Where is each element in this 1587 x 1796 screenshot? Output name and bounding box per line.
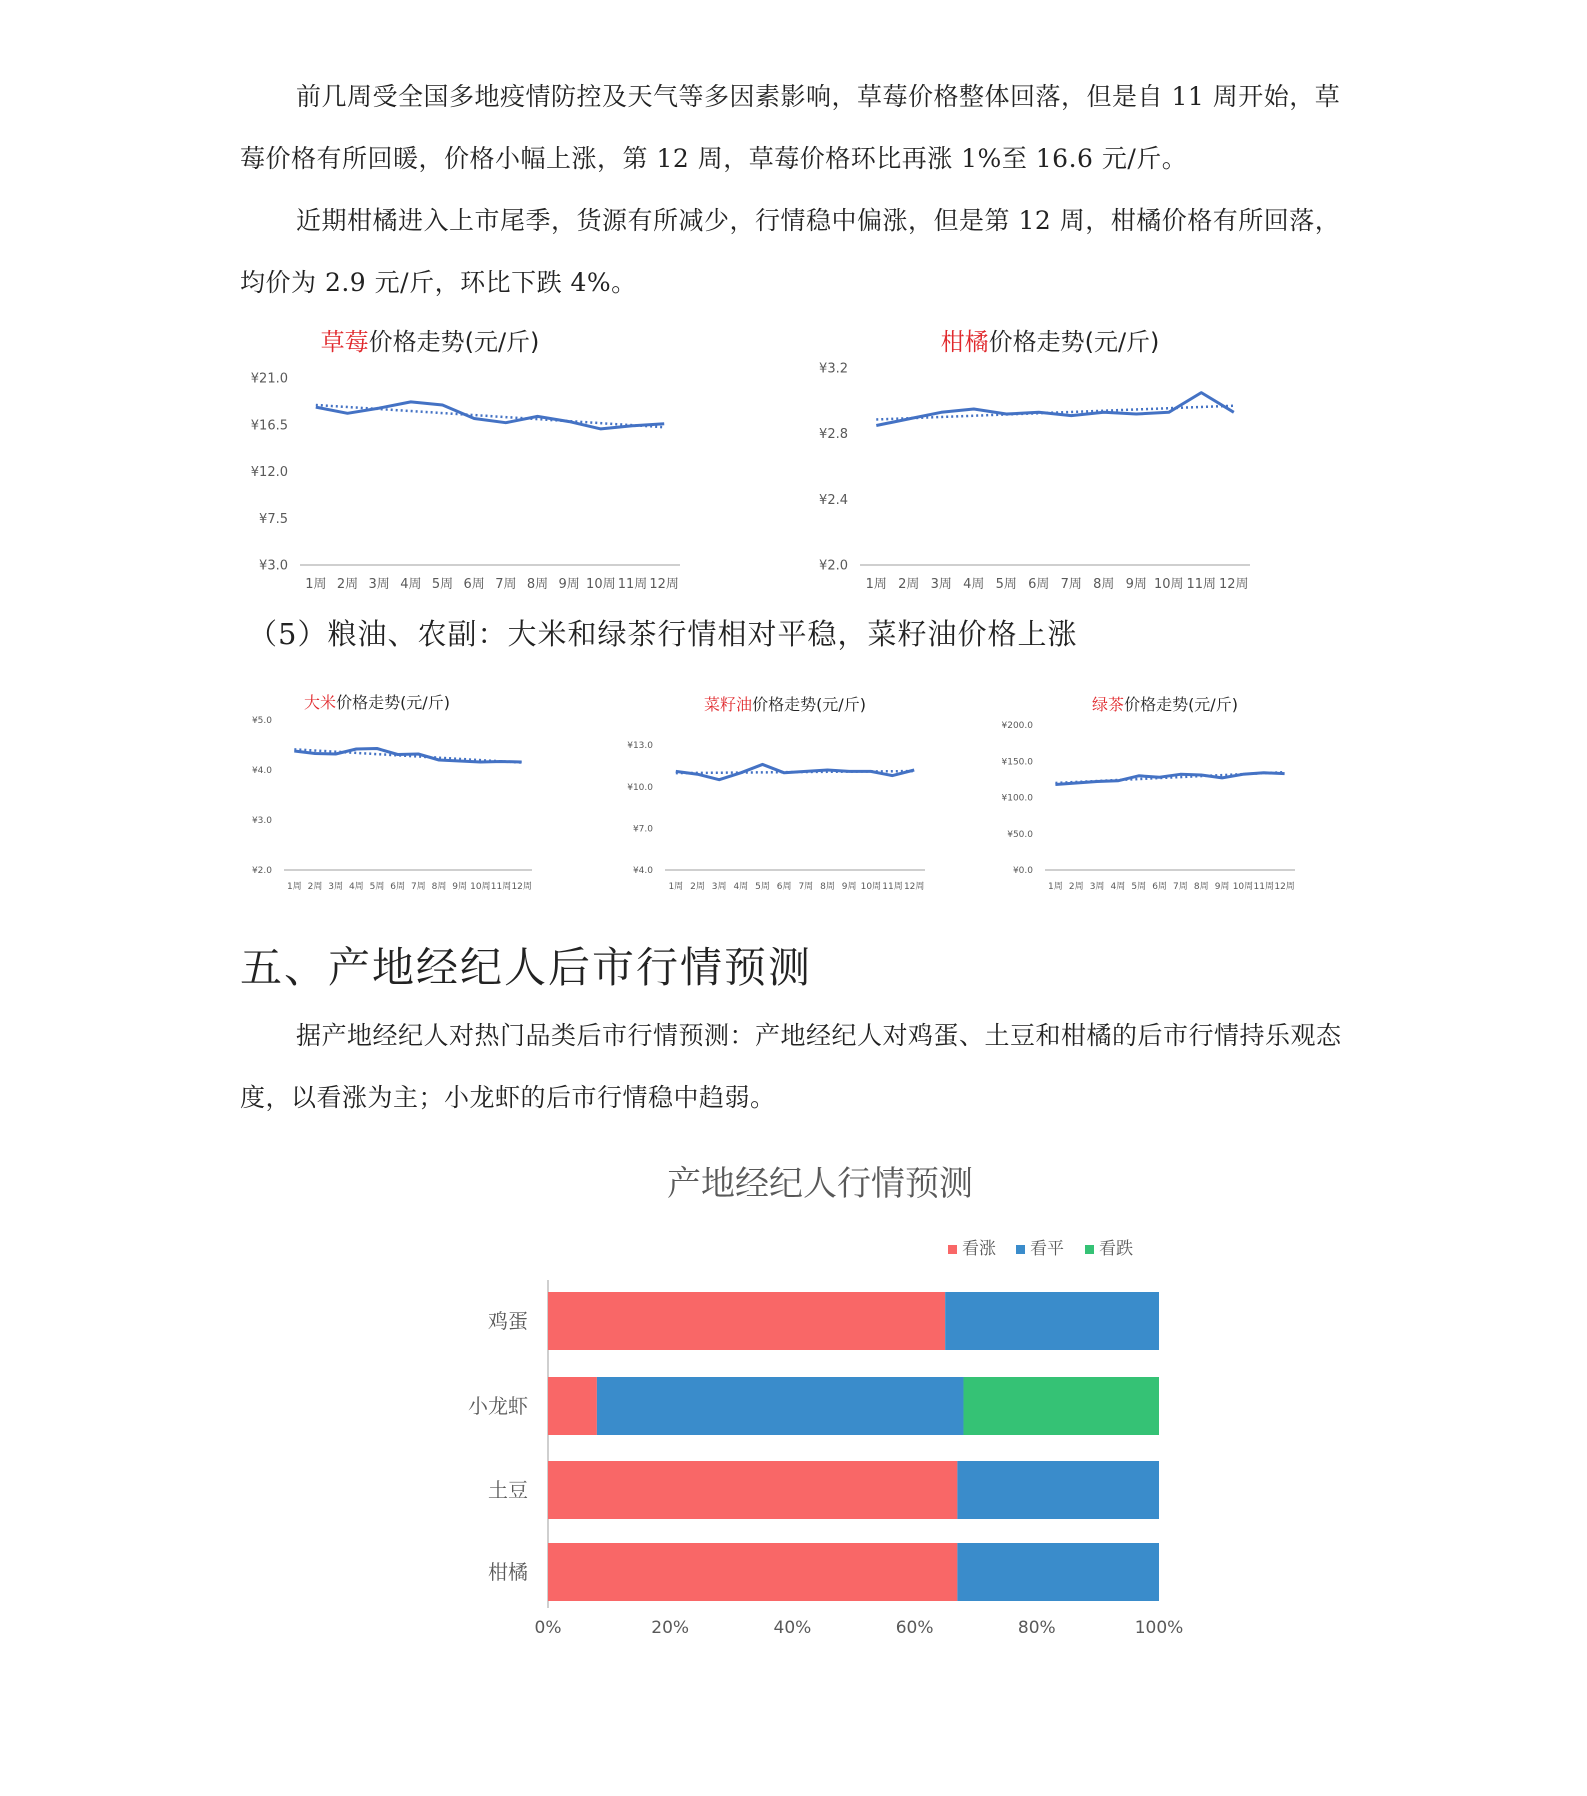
rice-price-chart <box>232 690 592 900</box>
bar-segment <box>945 1292 1159 1350</box>
price-series-line <box>294 749 521 763</box>
legend-label: 看跌 <box>1099 1239 1133 1259</box>
y-tick-label: ¥4.0 <box>632 866 653 877</box>
price-series-line <box>876 393 1234 426</box>
rapeseed-oil-price-chart <box>610 690 980 900</box>
x-tick-label: 12周 <box>511 882 532 892</box>
y-tick-label: ¥2.4 <box>819 492 848 508</box>
x-tick-label: 7周 <box>1173 882 1188 892</box>
y-tick-label: ¥50.0 <box>1007 829 1033 840</box>
x-tick-label: 5周 <box>1131 882 1147 892</box>
x-tick-label: 8周 <box>526 577 549 592</box>
y-tick-label: ¥2.8 <box>819 427 848 443</box>
y-tick-label: ¥4.0 <box>251 766 272 777</box>
x-tick-label: 10周 <box>860 882 882 892</box>
legend-swatch <box>1085 1245 1094 1254</box>
x-tick-label: 5周 <box>431 577 454 592</box>
x-tick-label: 1周 <box>865 577 887 592</box>
y-tick-label: ¥150.0 <box>1001 757 1033 768</box>
category-label: 鸡蛋 <box>488 1309 528 1333</box>
x-tick-label: 11周 <box>490 882 512 892</box>
x-tick-label: 9周 <box>558 577 580 592</box>
chart-title-highlight: 柑橘 <box>940 328 989 356</box>
x-tick-label: 0% <box>534 1618 562 1638</box>
chart-title-rest: 价格走势(元/斤) <box>752 695 866 714</box>
legend-swatch <box>1016 1245 1025 1254</box>
x-tick-label: 9周 <box>1125 577 1147 592</box>
chart-title <box>304 693 450 712</box>
strawberry-price-chart <box>230 320 770 600</box>
x-tick-label: 4周 <box>400 577 422 592</box>
x-tick-label: 80% <box>1017 1618 1056 1638</box>
y-tick-label: ¥12.0 <box>250 465 288 481</box>
chart-title-highlight: 菜籽油 <box>704 695 753 714</box>
section-grain-oil-heading: （5）粮油、农副：大米和绿茶行情相对平稳，菜籽油价格上涨 <box>248 617 1078 651</box>
chart-title <box>321 328 540 356</box>
x-tick-label: 11周 <box>1186 577 1217 592</box>
y-tick-label: ¥3.0 <box>259 558 288 574</box>
y-tick-label: ¥3.0 <box>251 816 272 827</box>
y-tick-label: ¥0.0 <box>1012 866 1033 877</box>
y-tick-label: ¥100.0 <box>1001 793 1033 804</box>
y-tick-label: ¥21.0 <box>250 371 288 387</box>
legend-label: 看涨 <box>962 1239 996 1259</box>
x-tick-label: 5周 <box>755 882 770 892</box>
x-tick-label: 10周 <box>1153 577 1184 592</box>
trendline <box>316 405 664 427</box>
x-tick-label: 6周 <box>776 882 792 892</box>
bar-segment <box>548 1461 957 1519</box>
bar-segment <box>957 1461 1159 1519</box>
x-tick-label: 3周 <box>711 882 727 892</box>
x-tick-label: 3周 <box>368 577 390 592</box>
section-title: 五、产地经纪人后市行情预测 <box>240 943 813 992</box>
x-tick-label: 100% <box>1134 1618 1184 1638</box>
x-tick-label: 8周 <box>1093 577 1115 592</box>
x-tick-label: 9周 <box>1214 882 1230 892</box>
citrus-price-chart <box>790 320 1330 600</box>
x-tick-label: 11周 <box>1253 882 1274 892</box>
x-tick-label: 6周 <box>1028 577 1050 592</box>
category-label: 土豆 <box>488 1478 528 1502</box>
bar-segment <box>957 1543 1159 1601</box>
chart-title-rest: 价格走势(元/斤) <box>368 328 540 356</box>
x-tick-label: 40% <box>773 1618 812 1638</box>
x-tick-label: 11周 <box>617 577 648 592</box>
x-tick-label: 8周 <box>431 882 447 892</box>
x-tick-label: 5周 <box>995 577 1017 592</box>
y-tick-label: ¥5.0 <box>251 716 272 727</box>
legend-swatch <box>948 1245 957 1254</box>
x-tick-label: 3周 <box>1089 882 1105 892</box>
x-tick-label: 4周 <box>1110 882 1126 892</box>
y-tick-label: ¥2.0 <box>251 866 272 877</box>
chart-title <box>1092 695 1238 714</box>
x-tick-label: 10周 <box>586 577 616 592</box>
bar-segment <box>548 1377 597 1435</box>
x-tick-label: 60% <box>895 1618 934 1638</box>
green-tea-price-chart <box>990 690 1350 900</box>
x-tick-label: 7周 <box>495 577 517 592</box>
legend-label: 看平 <box>1030 1239 1064 1259</box>
x-tick-label: 6周 <box>390 882 406 892</box>
x-tick-label: 9周 <box>452 882 468 892</box>
x-tick-label: 2周 <box>307 882 323 892</box>
chart-title-rest: 价格走势(元/斤) <box>1124 695 1238 714</box>
chart-title: 产地经纪人行情预测 <box>667 1164 973 1204</box>
category-label: 柑橘 <box>488 1560 528 1584</box>
price-series-line <box>1055 773 1284 785</box>
y-tick-label: ¥13.0 <box>627 741 653 752</box>
x-tick-label: 8周 <box>820 882 835 892</box>
x-tick-label: 20% <box>651 1618 690 1638</box>
x-tick-label: 12周 <box>1274 882 1295 892</box>
x-tick-label: 2周 <box>898 577 920 592</box>
x-tick-label: 12周 <box>649 577 679 592</box>
y-tick-label: ¥2.0 <box>819 558 848 574</box>
x-tick-label: 1周 <box>668 882 684 892</box>
x-tick-label: 12周 <box>903 882 925 892</box>
x-tick-label: 6周 <box>1152 882 1167 892</box>
x-tick-label: 11周 <box>882 882 903 892</box>
category-label: 小龙虾 <box>468 1394 528 1418</box>
x-tick-label: 2周 <box>1068 882 1084 892</box>
y-tick-label: ¥200.0 <box>1001 721 1033 732</box>
y-tick-label: ¥7.0 <box>632 824 653 835</box>
x-tick-label: 3周 <box>930 577 952 592</box>
x-tick-label: 2周 <box>690 882 705 892</box>
chart-title <box>941 328 1160 356</box>
x-tick-label: 8周 <box>1193 882 1209 892</box>
x-tick-label: 2周 <box>336 577 359 592</box>
x-tick-label: 4周 <box>348 882 364 892</box>
x-tick-label: 4周 <box>733 882 749 892</box>
chart-title <box>704 695 866 714</box>
x-tick-label: 1周 <box>1048 882 1063 892</box>
bar-segment <box>548 1543 957 1601</box>
y-tick-label: ¥10.0 <box>627 782 653 793</box>
chart-title-highlight: 绿茶 <box>1092 695 1125 714</box>
chart-title-highlight: 草莓 <box>320 328 369 356</box>
chart-title-rest: 价格走势(元/斤) <box>336 693 450 712</box>
y-tick-label: ¥7.5 <box>259 511 288 527</box>
x-tick-label: 7周 <box>1060 577 1082 592</box>
bar-segment <box>548 1292 945 1350</box>
x-tick-label: 5周 <box>369 882 385 892</box>
x-tick-label: 3周 <box>328 882 344 892</box>
bar-segment <box>963 1377 1159 1435</box>
paragraph-strawberry: 前几周受全国多地疫情防控及天气等多因素影响，草莓价格整体回落，但是自 11 周开始，草莓价格有所回暖，价格小幅上涨，第 12 周，草莓价格环比再涨 1%至 16.6 元/斤。 <box>240 82 1341 173</box>
broker-forecast-chart <box>430 1150 1210 1650</box>
bar-segment <box>597 1377 964 1435</box>
x-tick-label: 12周 <box>1218 577 1249 592</box>
x-tick-label: 9周 <box>841 882 857 892</box>
x-tick-label: 1周 <box>286 882 302 892</box>
y-tick-label: ¥3.2 <box>819 361 848 377</box>
x-tick-label: 7周 <box>798 882 814 892</box>
x-tick-label: 6周 <box>463 577 485 592</box>
x-tick-label: 7周 <box>410 882 426 892</box>
x-tick-label: 10周 <box>470 882 491 892</box>
paragraph-citrus: 近期柑橘进入上市尾季，货源有所减少，行情稳中偏涨，但是第 12 周，柑橘价格有所回落，均价为 2.9 元/斤，环比下跌 4%。 <box>240 206 1341 297</box>
paragraph-forecast: 据产地经纪人对热门品类后市行情预测：产地经纪人对鸡蛋、土豆和柑橘的后市行情持乐观态度，以看涨为主；小龙虾的后市行情稳中趋弱。 <box>240 1021 1342 1112</box>
chart-title-highlight: 大米 <box>304 693 337 712</box>
chart-title-rest: 价格走势(元/斤) <box>988 328 1160 356</box>
x-tick-label: 4周 <box>963 577 985 592</box>
y-tick-label: ¥16.5 <box>250 418 288 434</box>
x-tick-label: 10周 <box>1232 882 1254 892</box>
x-tick-label: 1周 <box>305 577 327 592</box>
